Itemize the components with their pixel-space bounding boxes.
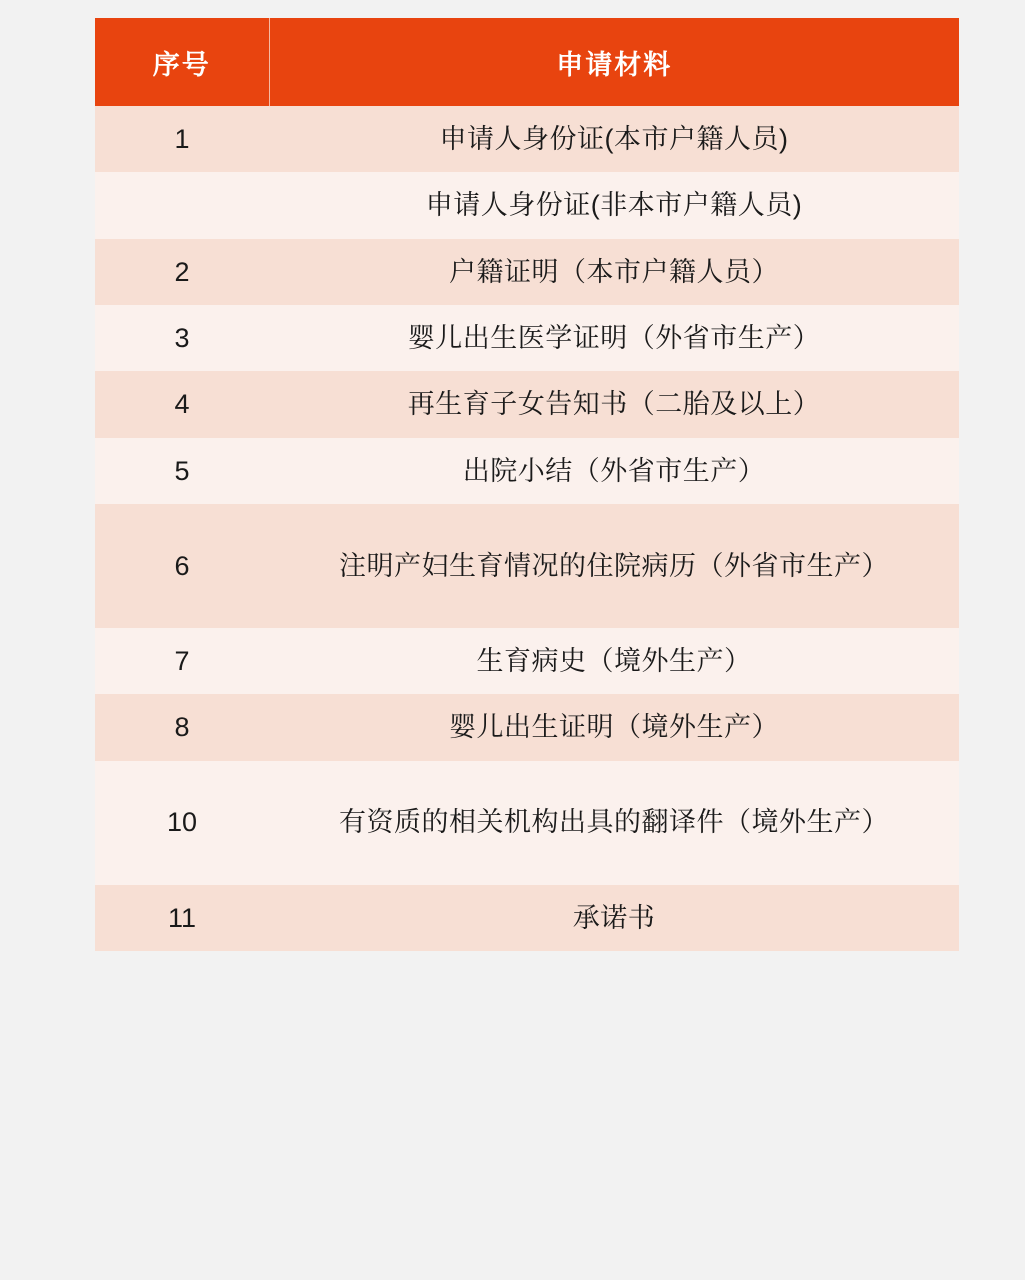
cell-index: 10	[95, 761, 269, 885]
cell-material: 婴儿出生医学证明（外省市生产）	[269, 305, 959, 371]
table-row	[95, 239, 959, 305]
table-row	[95, 885, 959, 951]
column-header-material: 申请材料	[269, 18, 959, 106]
table-row	[95, 371, 959, 437]
cell-material: 再生育子女告知书（二胎及以上）	[269, 371, 959, 437]
table-header	[95, 18, 959, 106]
cell-index	[95, 172, 269, 238]
cell-material: 生育病史（境外生产）	[269, 628, 959, 694]
table-row	[95, 628, 959, 694]
application-materials-table	[95, 18, 959, 951]
cell-index: 6	[95, 504, 269, 628]
cell-material: 有资质的相关机构出具的翻译件（境外生产）	[269, 761, 959, 885]
cell-index: 5	[95, 438, 269, 504]
cell-material: 户籍证明（本市户籍人员）	[269, 239, 959, 305]
cell-material: 承诺书	[269, 885, 959, 951]
cell-material: 注明产妇生育情况的住院病历（外省市生产）	[269, 504, 959, 628]
cell-index: 2	[95, 239, 269, 305]
table-row	[95, 172, 959, 238]
cell-index: 1	[95, 106, 269, 172]
cell-index: 11	[95, 885, 269, 951]
table-row	[95, 694, 959, 760]
table-row	[95, 438, 959, 504]
table-row	[95, 305, 959, 371]
cell-material: 申请人身份证(本市户籍人员)	[269, 106, 959, 172]
cell-index: 8	[95, 694, 269, 760]
table-header-row	[95, 18, 959, 106]
cell-material: 申请人身份证(非本市户籍人员)	[269, 172, 959, 238]
table-row	[95, 106, 959, 172]
cell-index: 3	[95, 305, 269, 371]
cell-index: 4	[95, 371, 269, 437]
cell-material: 婴儿出生证明（境外生产）	[269, 694, 959, 760]
cell-index: 7	[95, 628, 269, 694]
cell-material: 出院小结（外省市生产）	[269, 438, 959, 504]
table-row	[95, 504, 959, 628]
table-row	[95, 761, 959, 885]
table-body	[95, 106, 959, 951]
column-header-index: 序号	[95, 18, 269, 106]
